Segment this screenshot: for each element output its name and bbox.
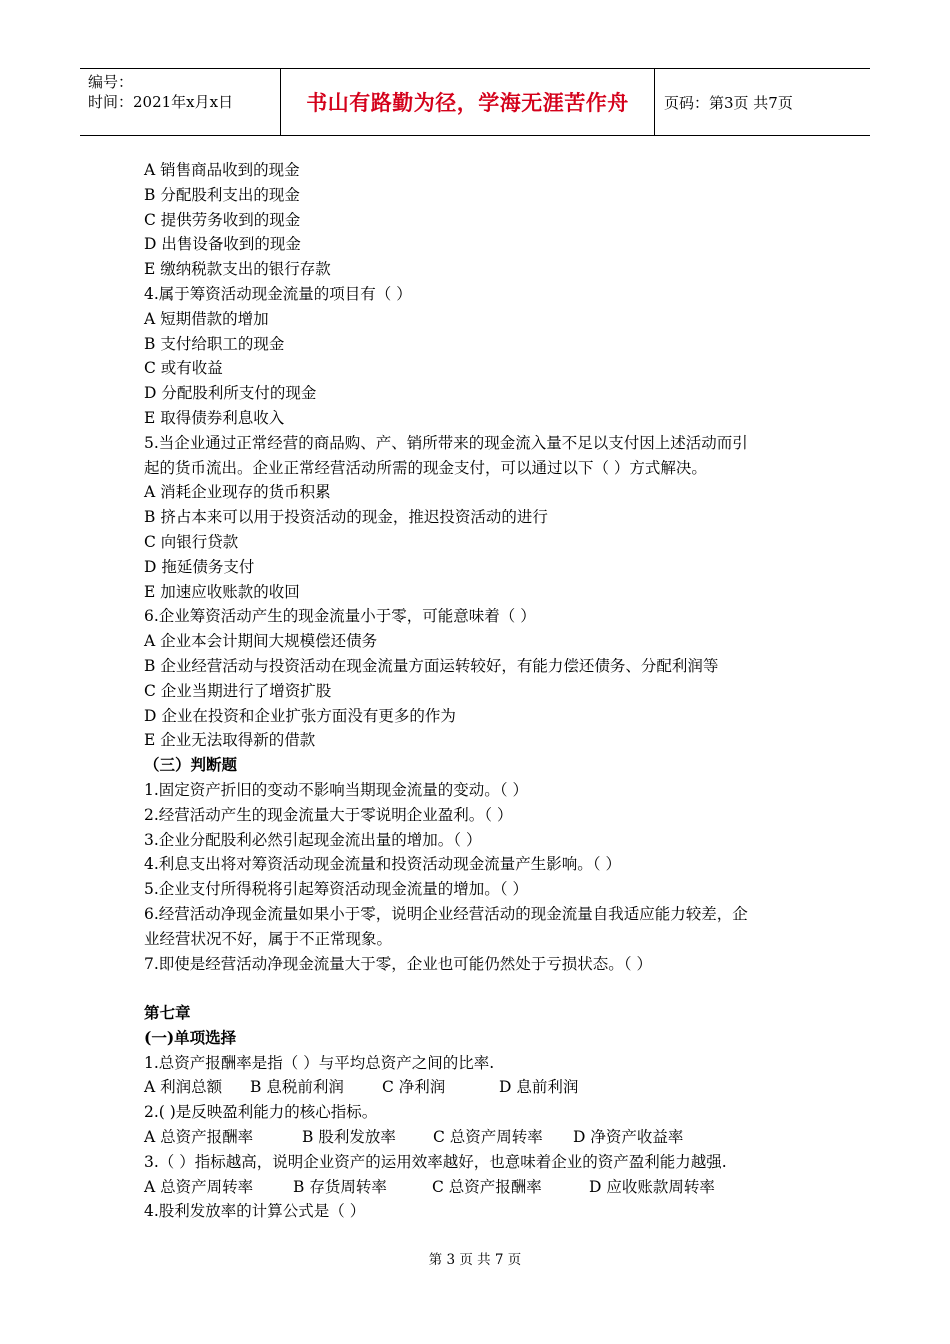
option: A 总资产报酬率 [144, 1128, 254, 1147]
text-line: C 企业当期进行了增资扩股 [144, 681, 332, 700]
text-line: C 或有收益 [144, 359, 223, 378]
text-line: B 挤占本来可以用于投资活动的现金，推迟投资活动的进行 [144, 508, 548, 527]
judge-line: 1.固定资产折旧的变动不影响当期现金流量的变动。（ ） [144, 780, 528, 799]
judge-line: 4.利息支出将对筹资活动现金流量和投资活动现金流量产生影响。（ ） [144, 855, 621, 874]
document-body [144, 158, 814, 1224]
page-header [80, 68, 870, 136]
option-row [144, 1175, 814, 1200]
page-footer: 第 3 页 共 7 页 [428, 1252, 522, 1268]
section-title: （三）判断题 [144, 755, 238, 775]
question-line: 2.( )是反映盈利能力的核心指标。 [144, 1103, 378, 1122]
text-line: E 企业无法取得新的借款 [144, 731, 316, 750]
option: D 息前利润 [499, 1078, 579, 1097]
option: A 总资产周转率 [144, 1177, 254, 1196]
option: C 总资产报酬率 [432, 1177, 542, 1196]
option-row [144, 1125, 814, 1150]
header-meta-cell [80, 69, 281, 135]
text-line: C 提供劳务收到的现金 [144, 210, 301, 229]
text-line: D 出售设备收到的现金 [144, 235, 301, 254]
spacer [144, 976, 814, 1001]
judge-line: 6.经营活动净现金流量如果小于零，说明企业经营活动的现金流量自我适应能力较差，企 [144, 904, 748, 923]
text-line: E 取得债券利息收入 [144, 408, 285, 427]
option: C 净利润 [382, 1078, 446, 1097]
option: A 利润总额 [144, 1078, 223, 1097]
option-row [144, 1075, 814, 1100]
text-line: D 分配股利所支付的现金 [144, 384, 317, 403]
question-line: 1.总资产报酬率是指（ ）与平均总资产之间的比率. [144, 1053, 495, 1072]
text-line: C 向银行贷款 [144, 532, 239, 551]
option: C 总资产周转率 [433, 1128, 543, 1147]
chapter-title: 第七章 [144, 1003, 191, 1023]
text-line: B 支付给职工的现金 [144, 334, 285, 353]
header-page-cell [655, 69, 870, 135]
option: D 应收账款周转率 [589, 1177, 715, 1196]
text-line: B 企业经营活动与投资活动在现金流量方面运转较好，有能力偿还债务、分配利润等 [144, 656, 719, 675]
number-label: 编号： [88, 73, 134, 91]
option: D 净资产收益率 [573, 1128, 684, 1147]
option: B 息税前利润 [250, 1078, 344, 1097]
text-line: B 分配股利支出的现金 [144, 185, 300, 204]
question-line: 4.属于筹资活动现金流量的项目有（ ） [144, 284, 412, 303]
text-line: D 企业在投资和企业扩张方面没有更多的作为 [144, 706, 456, 725]
question-line: 4.股利发放率的计算公式是（ ） [144, 1202, 366, 1221]
question-line: 5.当企业通过正常经营的商品购、产、销所带来的现金流入量不足以支付因上述活动而引 [144, 433, 748, 452]
question-line: 起的货币流出。企业正常经营活动所需的现金支付，可以通过以下（ ）方式解决。 [144, 458, 707, 477]
text-line: D 拖延债务支付 [144, 557, 255, 576]
text-line: A 销售商品收到的现金 [144, 161, 300, 179]
option: B 存货周转率 [293, 1177, 387, 1196]
question-line: 6.企业筹资活动产生的现金流量小于零，可能意味着（ ） [144, 607, 536, 626]
text-line: E 加速应收账款的收回 [144, 582, 300, 601]
section-title: (一)单项选择 [144, 1027, 237, 1047]
header-motto: 书山有路勤为径，学海无涯苦作舟 [306, 91, 629, 115]
header-motto-cell [281, 69, 655, 135]
judge-line: 2.经营活动产生的现金流量大于零说明企业盈利。（ ） [144, 805, 513, 824]
page-label: 页码：第3页 共7页 [664, 93, 793, 112]
judge-line: 5.企业支付所得税将引起筹资活动现金流量的增加。（ ） [144, 880, 528, 899]
text-line: E 缴纳税款支出的银行存款 [144, 260, 331, 279]
time-label: 时间：2021年x月x日 [88, 93, 234, 111]
text-line: A 消耗企业现存的货币积累 [144, 483, 331, 502]
judge-line: 业经营状况不好，属于不正常现象。 [144, 929, 393, 948]
option: B 股利发放率 [302, 1128, 396, 1147]
judge-line: 7.即使是经营活动净现金流量大于零，企业也可能仍然处于亏损状态。（ ） [144, 954, 652, 973]
question-line: 3.（ ）指标越高，说明企业资产的运用效率越好，也意味着企业的资产盈利能力越强. [144, 1152, 727, 1171]
judge-line: 3.企业分配股利必然引起现金流出量的增加。（ ） [144, 830, 482, 849]
text-line: A 企业本会计期间大规模偿还债务 [144, 632, 378, 651]
text-line: A 短期借款的增加 [144, 309, 269, 328]
